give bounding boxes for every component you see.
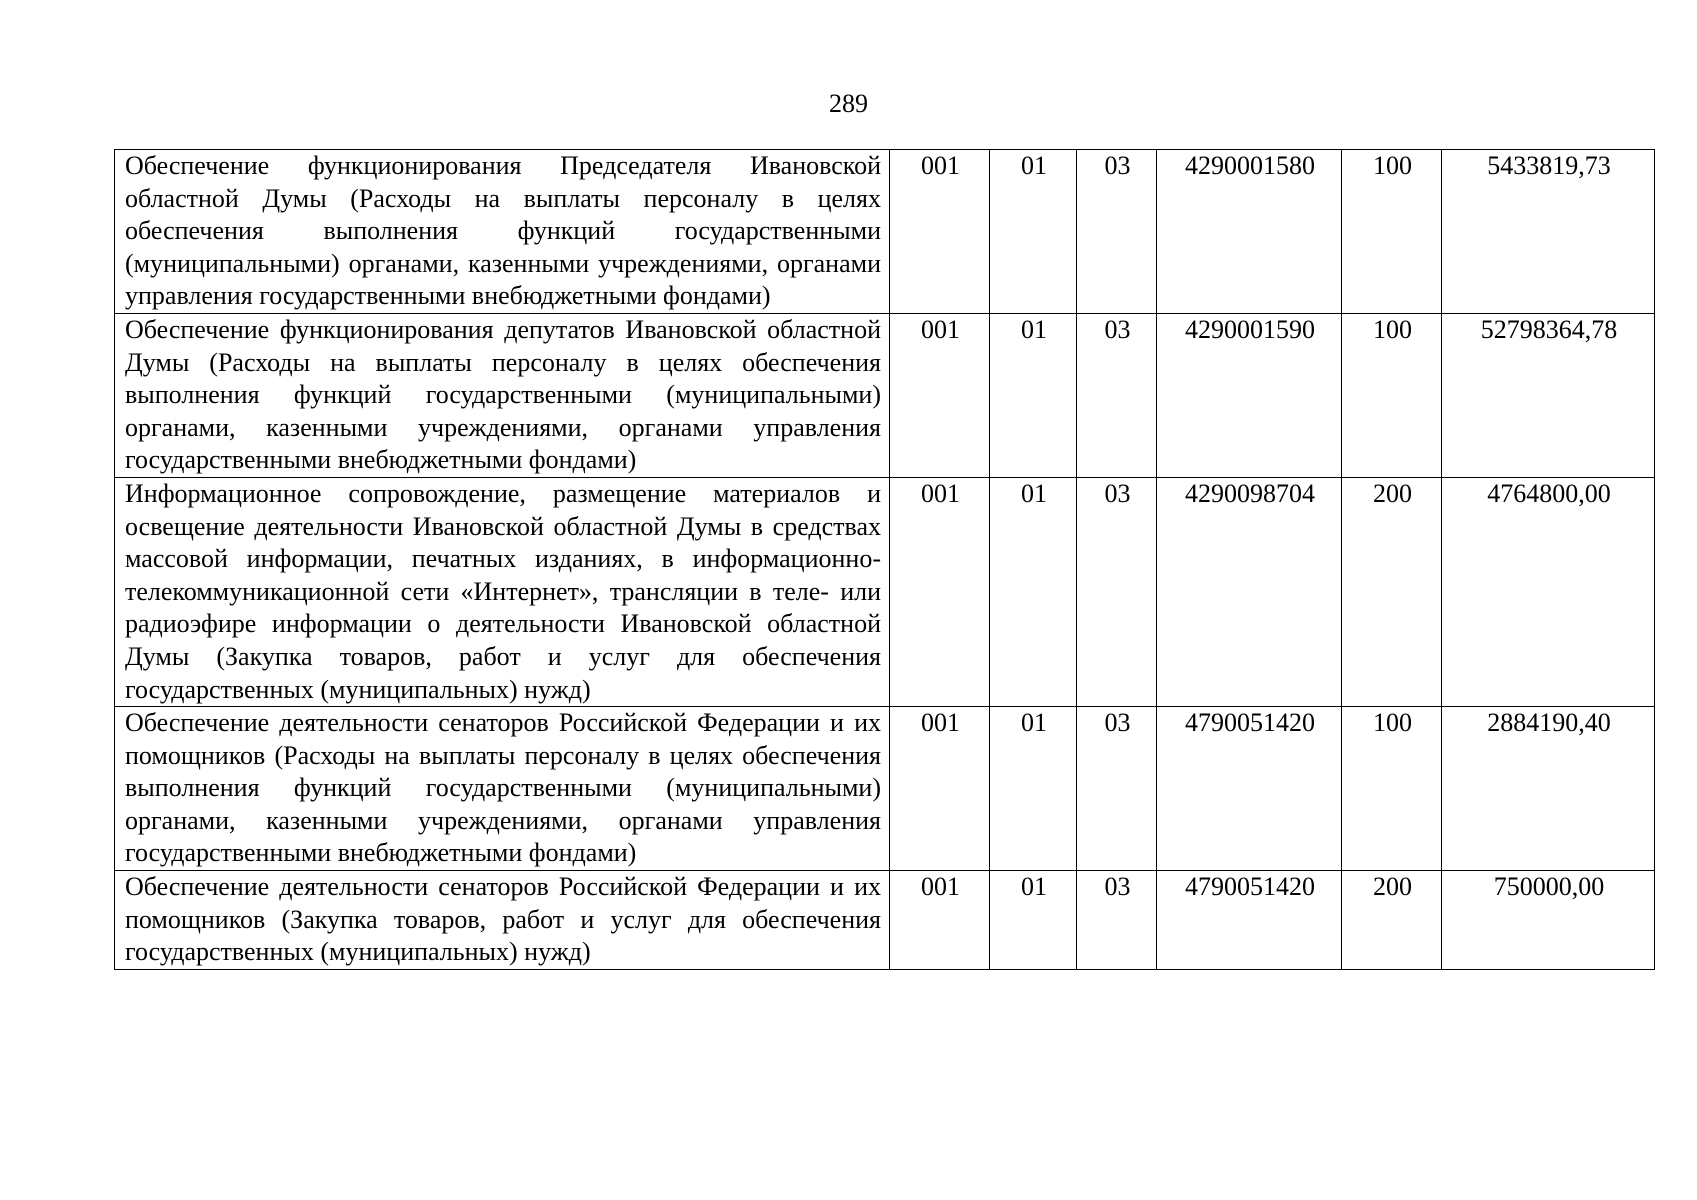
row-ministry-code: 001: [890, 707, 990, 871]
row-target-article-code: 4290098704: [1157, 477, 1342, 706]
row-target-article-code: 4290001580: [1157, 150, 1342, 314]
row-section-code: 01: [990, 150, 1077, 314]
table-row: [115, 477, 1655, 706]
row-amount: 5433819,73: [1442, 150, 1655, 314]
row-ministry-code: 001: [890, 313, 990, 477]
row-expense-type-code: 100: [1342, 707, 1442, 871]
row-description: Информационное сопровождение, размещение материалов и освещение деятельности Ивановской областной Думы в средствах массовой информации, печатных изданиях, в информационно-телекоммуникационной сети «Интернет», трансляции в теле- или радиоэфире информации о деятельности Ивановской областной Думы (Закупка товаров, работ и услуг для обеспечения государственных (муниципальных) нужд): [115, 477, 890, 706]
row-subsection-code: 03: [1077, 150, 1157, 314]
row-expense-type-code: 100: [1342, 313, 1442, 477]
row-section-code: 01: [990, 871, 1077, 970]
row-description: Обеспечение функционирования Председателя Ивановской областной Думы (Расходы на выплаты персоналу в целях обеспечения выполнения функций государственными (муниципальными) органами, казенными учреждениями, органами управления государственными внебюджетными фондами): [115, 150, 890, 314]
row-ministry-code: 001: [890, 477, 990, 706]
row-section-code: 01: [990, 313, 1077, 477]
row-amount: 750000,00: [1442, 871, 1655, 970]
row-subsection-code: 03: [1077, 477, 1157, 706]
row-expense-type-code: 100: [1342, 150, 1442, 314]
row-expense-type-code: 200: [1342, 477, 1442, 706]
budget-table: [114, 149, 1655, 970]
page-number: 289: [829, 89, 868, 118]
row-expense-type-code: 200: [1342, 871, 1442, 970]
table-row: [115, 313, 1655, 477]
table-row: [115, 707, 1655, 871]
row-subsection-code: 03: [1077, 871, 1157, 970]
row-subsection-code: 03: [1077, 707, 1157, 871]
row-target-article-code: 4290001590: [1157, 313, 1342, 477]
row-amount: 2884190,40: [1442, 707, 1655, 871]
row-amount: 4764800,00: [1442, 477, 1655, 706]
row-amount: 52798364,78: [1442, 313, 1655, 477]
row-description: Обеспечение деятельности сенаторов Российской Федерации и их помощников (Закупка товаров, работ и услуг для обеспечения государственных (муниципальных) нужд): [115, 871, 890, 970]
row-subsection-code: 03: [1077, 313, 1157, 477]
row-section-code: 01: [990, 477, 1077, 706]
row-target-article-code: 4790051420: [1157, 871, 1342, 970]
table-body: [115, 150, 1655, 970]
row-section-code: 01: [990, 707, 1077, 871]
row-description: Обеспечение деятельности сенаторов Российской Федерации и их помощников (Расходы на выплаты персоналу в целях обеспечения выполнения функций государственными (муниципальными) органами, казенными учреждениями, органами управления государственными внебюджетными фондами): [115, 707, 890, 871]
table-row: [115, 871, 1655, 970]
table-row: [115, 150, 1655, 314]
row-ministry-code: 001: [890, 871, 990, 970]
row-ministry-code: 001: [890, 150, 990, 314]
row-target-article-code: 4790051420: [1157, 707, 1342, 871]
row-description: Обеспечение функционирования депутатов Ивановской областной Думы (Расходы на выплаты персоналу в целях обеспечения выполнения функций государственными (муниципальными) органами, казенными учреждениями, органами управления государственными внебюджетными фондами): [115, 313, 890, 477]
